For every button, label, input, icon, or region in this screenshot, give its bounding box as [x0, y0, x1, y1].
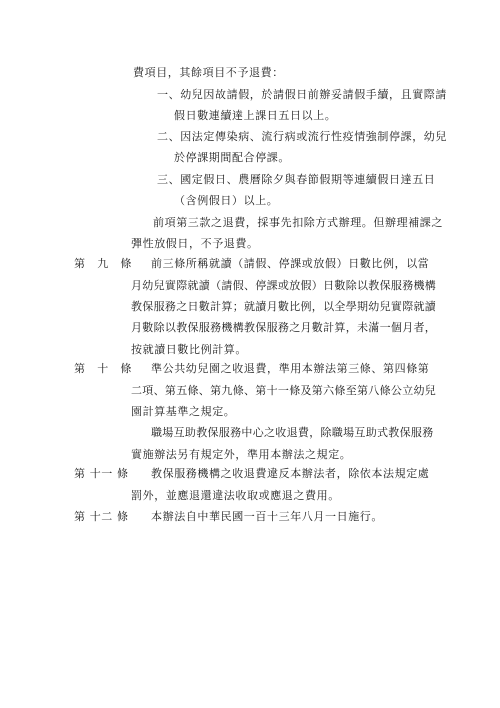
text-line: 教保服務機構之收退費違反本辦法者，除依本法規定處 — [151, 467, 430, 480]
article-9-label: 第 九 條 — [74, 257, 132, 270]
text-line: 月數除以教保服務機構教保服務之月數計算，未滿一個月者， — [131, 321, 437, 334]
text-line: 實施辦法另有規定外，準用本辦法之規定。 — [131, 448, 352, 461]
text-line: 費項目，其餘項目不予退費： — [133, 66, 284, 79]
text-line: 假日數連續達上課日五日以上。 — [174, 109, 337, 122]
article-12-label: 第 十二 條 — [74, 510, 129, 523]
text-line: 罰外，並應退還違法收取或應退之費用。 — [131, 489, 340, 502]
text-line: 彈性放假日，不予退費。 — [131, 237, 259, 250]
text-line: 二、因法定傳染病、流行病或流行性疫情強制停課，幼兒 — [157, 130, 447, 143]
text-line: 按就讀日數比例計算。 — [131, 343, 247, 356]
text-line: 月幼兒實際就讀（請假、停課或放假）日數除以教保服務機構 — [131, 279, 437, 292]
text-line: 一、幼兒因故請假，於請假日前辦妥請假手續，且實際請 — [157, 88, 447, 101]
text-line: （含例假日）以上。 — [174, 194, 279, 207]
text-line: 二項、第五條、第九條、第十一條及第六條至第八條公立幼兒 — [131, 384, 437, 397]
text-line: 前項第三款之退費，採事先扣除方式辦理。但辦理補課之 — [153, 216, 443, 229]
text-line: 職場互助教保服務中心之收退費，除職場互助式教保服務 — [151, 426, 434, 439]
article-11-label: 第 十一 條 — [74, 467, 129, 480]
text-line: 準公共幼兒園之收退費，準用本辦法第三條、第四條第 — [151, 362, 430, 375]
text-line: 本辦法自中華民國一百十三年八月一日施行。 — [151, 510, 383, 523]
article-10-label: 第 十 條 — [74, 362, 132, 375]
text-line: 教保服務之日數計算；就讀月數比例，以全學期幼兒實際就讀 — [131, 300, 437, 313]
text-line: 於停課期間配合停課。 — [174, 151, 290, 164]
text-line: 三、國定假日、農曆除夕與春節假期等連續假日達五日 — [157, 173, 436, 186]
text-line: 前三條所稱就讀（請假、停課或放假）日數比例，以當 — [151, 257, 430, 270]
text-line: 園計算基準之規定。 — [131, 405, 236, 418]
